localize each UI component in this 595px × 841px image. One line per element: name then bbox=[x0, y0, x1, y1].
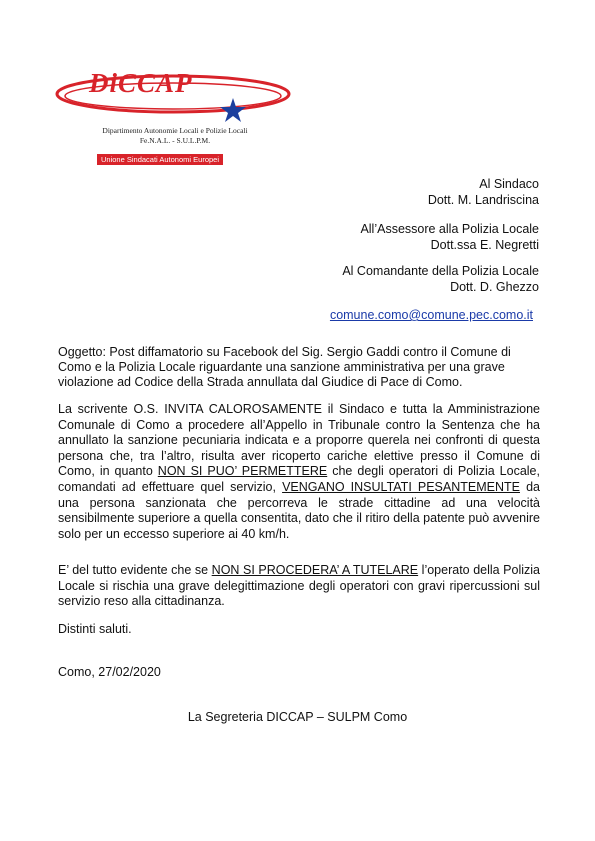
recipient-comandante-title: Al Comandante della Polizia Locale bbox=[342, 264, 539, 278]
body-paragraph-2 bbox=[58, 563, 540, 610]
diccap-logo bbox=[55, 70, 295, 165]
p1-emphasis-insultati: VENGANO INSULTATI PESANTEMENTE bbox=[282, 479, 520, 494]
p1-text-c: da una persona sanzionata che percorreva le strade cittadine ad una velocità sensibilmente superiore a quella consentita, dato che il ritiro della patente può avvenire solo per un eccesso superiore ai 40 km/h. bbox=[58, 479, 540, 541]
recipient-sindaco bbox=[428, 176, 539, 208]
recipient-assessore-title: All’Assessore alla Polizia Locale bbox=[360, 222, 539, 236]
p1-emphasis-non-si-puo: NON SI PUO’ PERMETTERE bbox=[157, 464, 328, 479]
p2-emphasis-tutelare: NON SI PROCEDERA’ A TUTELARE bbox=[211, 563, 419, 577]
p1-text-a: La scrivente O.S. INVITA CALOROSAMENTE il Sindaco e tutta la Amministrazione Comunale di Como a procedere all’Appello in Tribunale contro la Sentenza che ha annullato la sanzione pecuniaria indicata e a proporre querela nei confronti di questa persona che, tra l’altro, risulta aver ricoperto cariche elettive presso il Comune di Como, in quanto bbox=[58, 402, 540, 479]
subject-line: Oggetto: Post diffamatorio su Facebook del Sig. Sergio Gaddi contro il Comune di Como e la Polizia Locale riguardante una sanzione amministrativa per una grave violazione ad Codice della Strada annullata dal Giudice di Pace di Como. bbox=[58, 345, 511, 389]
recipient-comandante bbox=[342, 263, 539, 295]
signature: La Segreteria DICCAP – SULPM Como bbox=[187, 710, 408, 724]
recipient-assessore-name: Dott.ssa E. Negretti bbox=[430, 238, 539, 252]
logo-department-line2: Fe.N.A.L. - S.U.L.P.M. bbox=[139, 136, 211, 145]
body-paragraph-1 bbox=[58, 402, 540, 542]
email-link[interactable]: comune.como@comune.pec.como.it bbox=[329, 308, 533, 322]
p2-text-a: E’ del tutto evidente che se bbox=[58, 563, 212, 577]
p2-text-b: l’operato della Polizia Locale si rischia una grave delegittimazione degli operatori con gravi ripercussioni sul servizio reso alla cittadinanza. bbox=[58, 563, 540, 609]
recipient-comandante-name: Dott. D. Ghezzo bbox=[450, 280, 539, 294]
recipient-assessore bbox=[360, 221, 539, 253]
logo-department-line1: Dipartimento Autonomie Locali e Polizie Locali bbox=[102, 126, 248, 135]
logo-brand-text: DiCCAP bbox=[89, 68, 193, 98]
p1-text-b: che degli operatori di Polizia Locale, comandati ad effettuare quel servizio, bbox=[58, 464, 540, 494]
recipient-sindaco-title: Al Sindaco bbox=[479, 177, 539, 191]
logo-union-banner: Unione Sindacati Autonomi Europei bbox=[97, 154, 223, 165]
closing-greeting: Distinti saluti. bbox=[58, 622, 132, 636]
recipient-sindaco-name: Dott. M. Landriscina bbox=[427, 193, 539, 207]
place-date: Como, 27/02/2020 bbox=[58, 665, 161, 679]
logo-department bbox=[95, 126, 255, 146]
